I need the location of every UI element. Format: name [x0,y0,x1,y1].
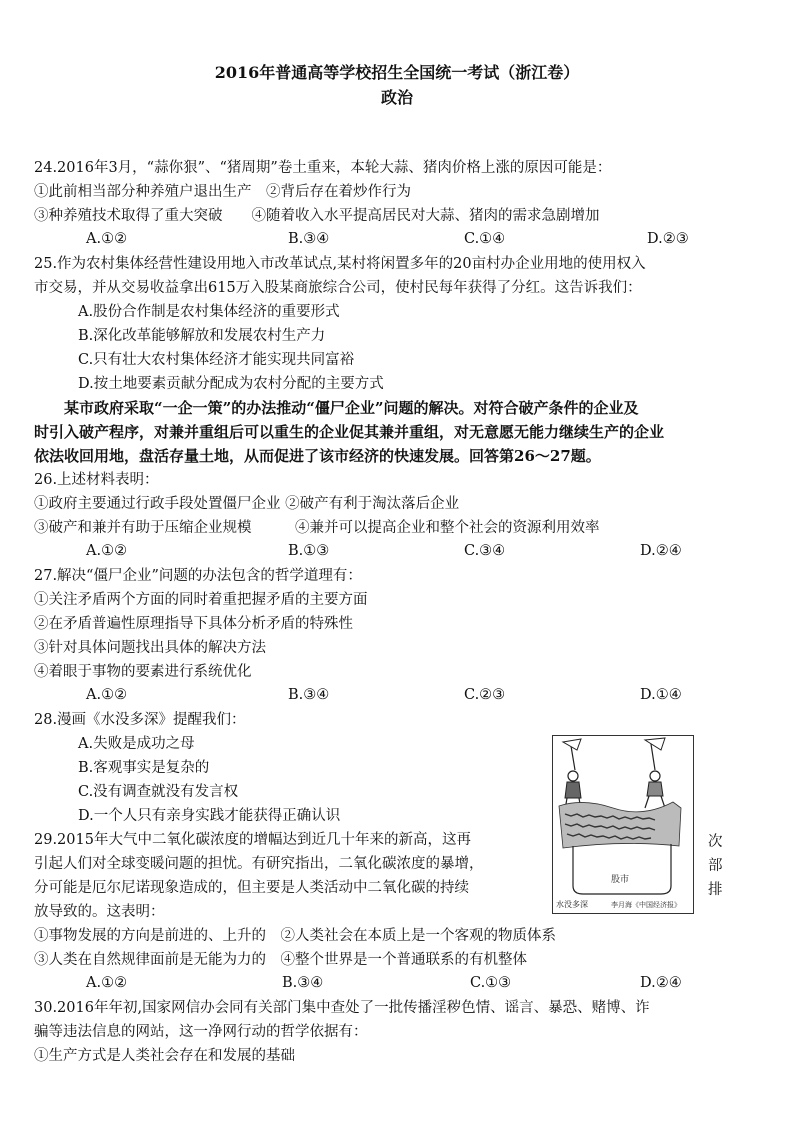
q27-stem: 27.解决“僵尸企业”问题的办法包含的哲学道理有： [34,568,362,584]
q29-statement-2: ③人类在自然规律面前是无能为力的 ④整个世界是一个普通联系的有机整体 [34,952,527,968]
q24-stem: 24.2016年3月，“蒜你狠”、“猪周期”卷土重来，本轮大蒜、猪肉价格上涨的原因可能是： [34,160,612,176]
q27-option-a[interactable]: A.①② [86,687,128,703]
q24-option-b[interactable]: B.③④ [288,231,330,247]
q25-option-a[interactable]: A.股份合作制是农村集体经济的重要形式 [78,304,340,320]
q25-option-c[interactable]: C.只有壮大农村集体经济才能实现共同富裕 [78,352,355,368]
exam-title: 2016年普通高等学校招生全国统一考试（浙江卷） [214,63,580,82]
material-line-3: 依法收回用地，盘活存量土地，从而促进了该市经济的快速发展。回答第26～27题。 [34,447,601,465]
q29-line-1-tail: 次 [708,834,723,850]
material-line-2: 时引入破产程序，对兼并重组后可以重生的企业促其兼并重组，对无意愿无能力继续生产的企业 [34,423,665,441]
cartoon-label: 股市 [611,875,630,885]
q28-stem: 28.漫画《水没多深》提醒我们： [34,712,246,728]
q29-option-a[interactable]: A.①② [86,975,128,991]
q30-line-1: 30.2016年年初,国家网信办会同有关部门集中查处了一批传播淫秽色情、谣言、暴恐、赌博、诈 [34,1000,650,1016]
q29-option-b[interactable]: B.③④ [282,975,324,991]
q26-statement-1: ①政府主要通过行政手段处置僵尸企业 ②破产有利于淘汰落后企业 [34,496,460,512]
q27-statement-4: ④着眼于事物的要素进行系统优化 [34,664,252,680]
q27-statement-2: ②在矛盾普遍性原理指导下具体分析矛盾的特殊性 [34,616,353,632]
q29-line-3-tail: 排 [708,882,723,898]
material-line-1: 某市政府采取“一企一策”的办法推动“僵尸企业”问题的解决。对符合破产条件的企业及 [34,399,639,417]
q27-statement-1: ①关注矛盾两个方面的同时着重把握矛盾的主要方面 [34,592,368,608]
person-left-icon [563,739,581,810]
q26-statement-2: ③破产和兼并有助于压缩企业规模 ④兼并可以提高企业和整个社会的资源利用效率 [34,520,600,536]
q27-option-c[interactable]: C.②③ [464,687,506,703]
q24-statement-1: ①此前相当部分种养殖户退出生产 ②背后存在着炒作行为 [34,184,411,200]
q29-option-d[interactable]: D.②④ [640,975,682,991]
q26-option-d[interactable]: D.②④ [640,543,682,559]
cartoon-caption-left: 水没多深 [556,900,588,909]
q27-option-d[interactable]: D.①④ [640,687,682,703]
cartoon-image [552,735,694,914]
q24-option-d[interactable]: D.②③ [647,231,689,247]
deep-well-outline [573,844,671,894]
q29-line-2-tail: 部 [708,858,723,874]
q30-statement-1: ①生产方式是人类社会存在和发展的基础 [34,1048,295,1064]
q24-option-a[interactable]: A.①② [86,231,128,247]
subject-title: 政治 [380,88,413,107]
q28-option-d[interactable]: D.一个人只有亲身实践才能获得正确认识 [78,808,341,824]
q25-option-d[interactable]: D.按土地要素贡献分配成为农村分配的主要方式 [78,376,384,392]
q27-option-b[interactable]: B.③④ [288,687,330,703]
q29-statement-1: ①事物发展的方向是前进的、上升的 ②人类社会在本质上是一个客观的物质体系 [34,928,556,944]
q29-option-c[interactable]: C.①③ [470,975,512,991]
q26-option-c[interactable]: C.③④ [464,543,506,559]
q26-option-b[interactable]: B.①③ [288,543,330,559]
q26-stem: 26.上述材料表明： [34,472,159,488]
crowd-water-surface [559,802,681,848]
q25-stem-line-1: 25.作为农村集体经营性建设用地入市改革试点,某村将闲置多年的20亩村办企业用地的使用权入 [34,256,646,272]
q29-line-3: 分可能是厄尔尼诺现象造成的，但主要是人类活动中二氧化碳的持续 [34,880,469,896]
q28-option-b[interactable]: B.客观事实是复杂的 [78,760,210,776]
q26-option-a[interactable]: A.①② [86,543,128,559]
q29-line-4: 放导致的。这表明： [34,904,165,920]
q24-statement-2: ③种养殖技术取得了重大突破 ④随着收入水平提高居民对大蒜、猪肉的需求急剧增加 [34,208,600,224]
q27-statement-3: ③针对具体问题找出具体的解决方法 [34,640,266,656]
person-right-icon [645,738,665,808]
q28-option-c[interactable]: C.没有调查就没有发言权 [78,784,239,800]
q29-line-1: 29.2015年大气中二氧化碳浓度的增幅达到近几十年来的新高，这再 [34,832,471,848]
q28-option-a[interactable]: A.失败是成功之母 [78,736,195,752]
q30-line-2: 骗等违法信息的网站，这一净网行动的哲学依据有： [34,1024,368,1040]
q25-stem-line-2: 市交易，并从交易收益拿出615万入股某商旅综合公司，使村民每年获得了分红。这告诉我们： [34,280,642,296]
q25-option-b[interactable]: B.深化改革能够解放和发展农村生产力 [78,328,326,344]
q29-line-2: 引起人们对全球变暖问题的担忧。有研究指出，二氧化碳浓度的暴增， [34,856,484,872]
cartoon-caption-right: 李月海《中国经济报》 [611,901,681,909]
q24-option-c[interactable]: C.①④ [464,231,506,247]
